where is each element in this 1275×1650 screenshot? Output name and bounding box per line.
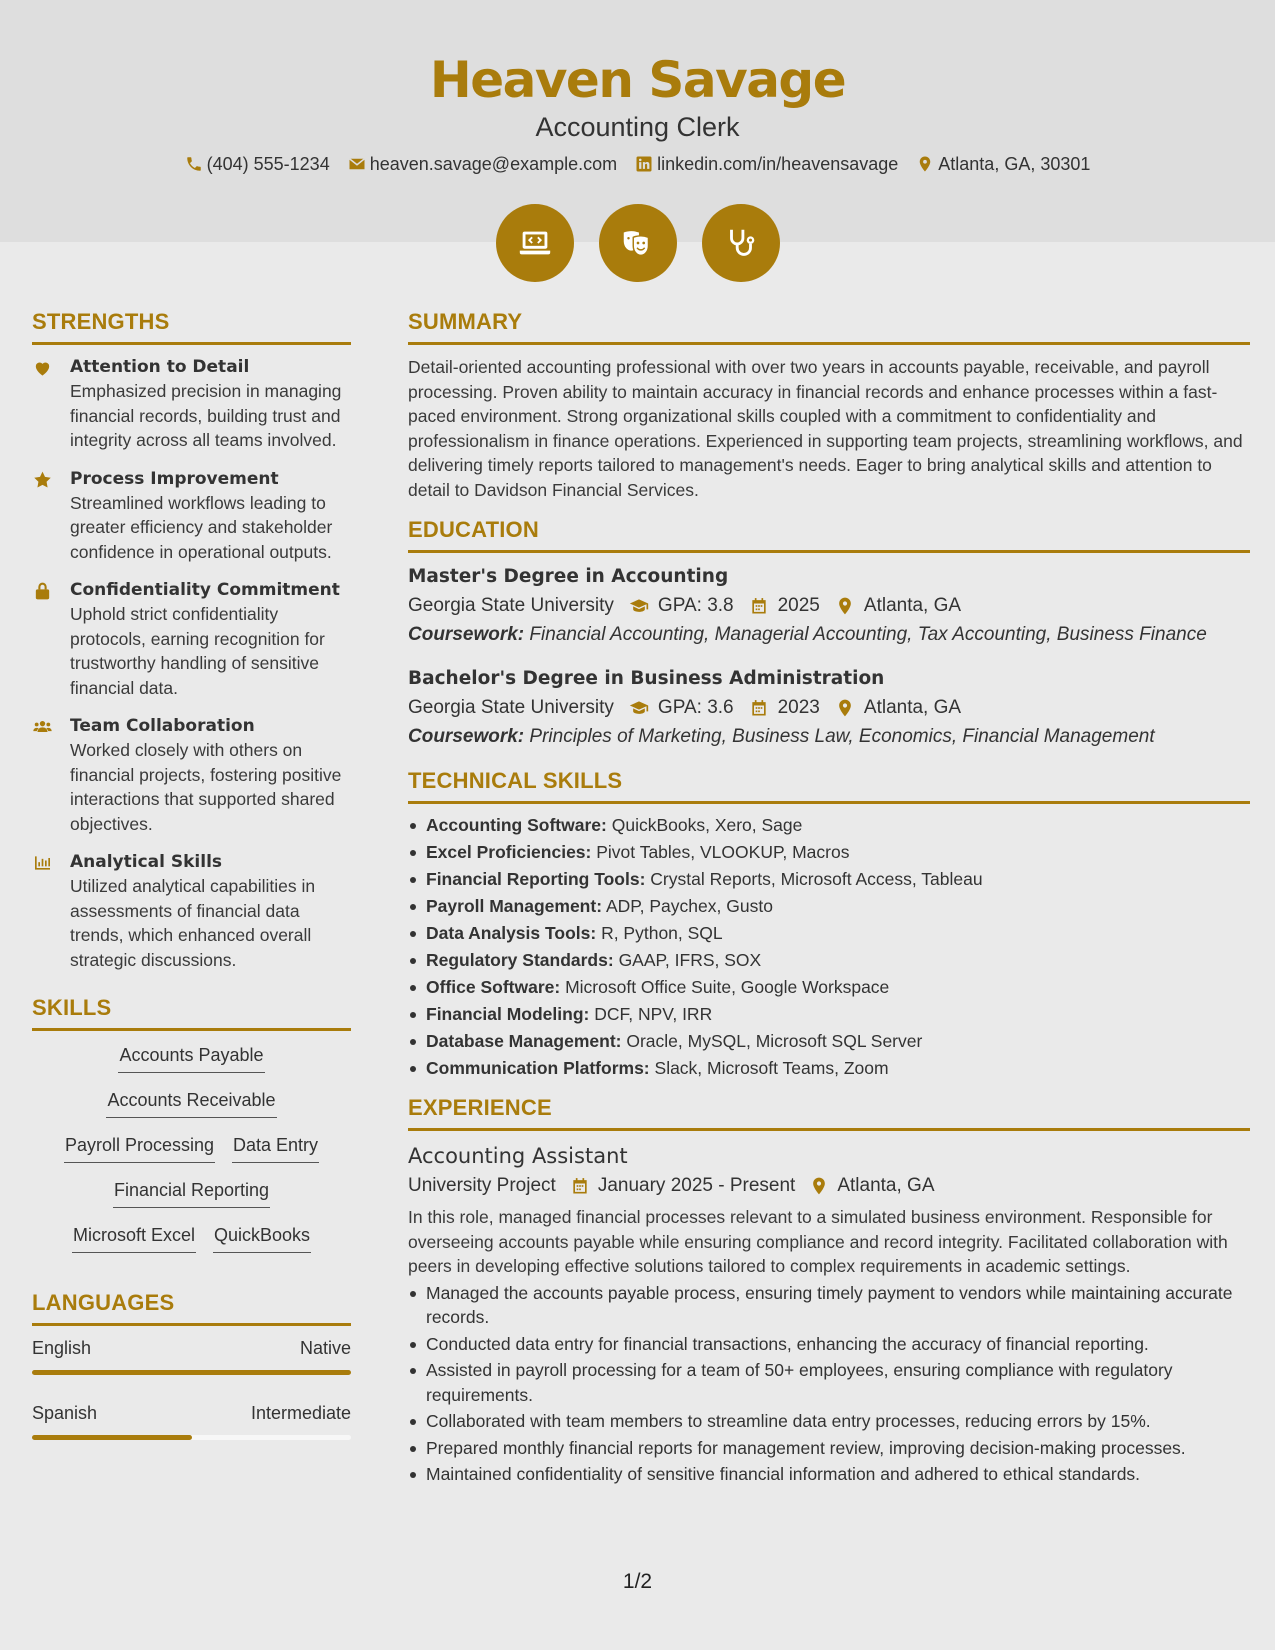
contact-location — [916, 152, 1090, 176]
strength-title: Attention to Detail — [70, 357, 250, 377]
tech-value: GAAP, IFRS, SOX — [618, 950, 762, 970]
role-bullets — [408, 1281, 1250, 1487]
education-item — [408, 563, 1250, 647]
gpa-text: GPA: 3.6 — [657, 697, 734, 718]
degree-title: Bachelor's Degree in Business Administration — [408, 668, 885, 689]
list-item — [408, 839, 1250, 866]
list-item: Conducted data entry for financial transactions, enhancing the accuracy of financial reporting. — [408, 1332, 1250, 1357]
heart-icon — [32, 358, 53, 378]
summary-heading: SUMMARY — [408, 308, 1250, 345]
strength-item — [32, 850, 351, 972]
strength-desc: Worked closely with others on financial projects, fostering positive interactions that supported shared objectives. — [70, 740, 342, 834]
education-item — [408, 665, 1250, 749]
contact-bar — [0, 152, 1275, 176]
strength-item — [32, 467, 351, 565]
coursework-label: Coursework: — [408, 726, 525, 747]
language-name: English — [32, 1338, 92, 1358]
strength-item — [32, 578, 351, 700]
list-item — [408, 920, 1250, 947]
left-column — [32, 308, 351, 1464]
list-item — [408, 1055, 1250, 1082]
map-pin-icon — [916, 155, 934, 173]
tech-value: Microsoft Office Suite, Google Workspace — [565, 977, 890, 997]
list-item — [408, 947, 1250, 974]
strengths-heading: STRENGTHS — [32, 308, 351, 345]
calendar-icon — [570, 1176, 590, 1196]
strength-title: Process Improvement — [70, 468, 279, 489]
contact-email[interactable] — [348, 152, 617, 176]
skill-tag: Data Entry — [232, 1131, 319, 1163]
calendar-icon — [748, 596, 770, 616]
coursework — [408, 725, 1250, 749]
role-description: In this role, managed financial processes relevant to a simulated business environment. Responsible for overseeing accounts payable while ensuring compliance and record integrity. Facilitated collaboration with peers in developing effective solutions tailored to complex requirements in academic settings. — [408, 1207, 1228, 1276]
list-item — [408, 812, 1250, 839]
language-item — [32, 1401, 351, 1440]
list-item: Assisted in payroll processing for a team of 50+ employees, ensuring compliance with regulatory requirements. — [408, 1358, 1250, 1407]
tech-value: Oracle, MySQL, Microsoft SQL Server — [626, 1031, 923, 1051]
list-item — [408, 974, 1250, 1001]
linkedin-icon — [635, 155, 653, 173]
list-item: Maintained confidentiality of sensitive financial information and adhered to ethical standards. — [408, 1462, 1250, 1487]
technical-skills-list — [408, 812, 1250, 1082]
education-heading: EDUCATION — [408, 516, 1250, 553]
list-item — [408, 1001, 1250, 1028]
strength-desc: Uphold strict confidentiality protocols, earning recognition for trustworthy handling of sensitive financial data. — [70, 604, 325, 698]
tech-value: QuickBooks, Xero, Sage — [611, 815, 803, 835]
language-item — [32, 1336, 351, 1375]
skill-tag: Accounts Payable — [118, 1041, 264, 1073]
year-text: 2025 — [777, 595, 820, 616]
stethoscope-icon — [722, 224, 760, 262]
tech-label: Financial Reporting Tools: — [426, 869, 646, 889]
tech-value: Crystal Reports, Microsoft Access, Tableau — [650, 869, 983, 889]
map-pin-icon — [834, 698, 856, 718]
skill-tag: Financial Reporting — [113, 1176, 270, 1208]
coursework-text: Financial Accounting, Managerial Accounting, Tax Accounting, Business Finance — [529, 624, 1207, 645]
technical-skills-heading: TECHNICAL SKILLS — [408, 767, 1250, 804]
tech-value: Slack, Microsoft Teams, Zoom — [654, 1058, 889, 1078]
school-name: Georgia State University — [408, 595, 614, 616]
language-bar-fill — [32, 1370, 351, 1375]
skill-tag: Payroll Processing — [64, 1131, 215, 1163]
coursework — [408, 623, 1250, 647]
interest-icons — [0, 204, 1275, 282]
experience-item — [408, 1141, 1250, 1487]
phone-text: (404) 555-1234 — [206, 154, 330, 174]
tech-label: Office Software: — [426, 977, 561, 997]
map-pin-icon — [809, 1176, 829, 1196]
location-text: Atlanta, GA — [863, 595, 962, 616]
tech-label: Accounting Software: — [426, 815, 607, 835]
candidate-name: Heaven Savage — [429, 51, 846, 109]
tech-label: Database Management: — [426, 1031, 622, 1051]
job-title: Accounting Clerk — [535, 112, 740, 142]
page-number: 1/2 — [622, 1570, 653, 1593]
tech-label: Excel Proficiencies: — [426, 842, 592, 862]
tech-value: R, Python, SQL — [601, 923, 723, 943]
dates-text: January 2025 - Present — [597, 1175, 796, 1196]
list-item — [408, 1028, 1250, 1055]
strength-desc: Streamlined workflows leading to greater efficiency and stakeholder confidence in operational outputs. — [70, 492, 333, 562]
language-level: Intermediate — [250, 1403, 351, 1423]
tech-label: Regulatory Standards: — [426, 950, 614, 970]
school-name: Georgia State University — [408, 697, 614, 718]
interest-circle-theater — [599, 204, 677, 282]
linkedin-text: linkedin.com/in/heavensavage — [657, 154, 899, 174]
star-icon — [32, 470, 53, 490]
location-text: Atlanta, GA — [837, 1175, 935, 1196]
language-bar — [32, 1435, 351, 1440]
list-item — [408, 866, 1250, 893]
coursework-text: Principles of Marketing, Business Law, Economics, Financial Management — [529, 726, 1155, 747]
tech-label: Financial Modeling: — [426, 1004, 590, 1024]
experience-heading: EXPERIENCE — [408, 1094, 1250, 1131]
calendar-icon — [748, 698, 770, 718]
envelope-icon — [348, 155, 366, 173]
summary-text: Detail-oriented accounting professional with over two years in accounts payable, receivable, and payroll processing. Proven ability to maintain accuracy in financial records and enhance processes within a fast-paced environment. Strong organizational skills coupled with a commitment to confidentiality and professionalism in finance operations. Experienced in supporting team projects, streamlining workflows, and delivering timely reports tailored to management's needs. Eager to bring analytical skills and attention to detail to Davidson Financial Services. — [408, 357, 1243, 500]
tech-label: Data Analysis Tools: — [426, 923, 597, 943]
skill-tag: Accounts Receivable — [106, 1086, 276, 1118]
right-column — [408, 308, 1250, 1487]
tech-value: ADP, Paychex, Gusto — [605, 896, 773, 916]
strength-title: Team Collaboration — [70, 716, 255, 736]
list-item: Collaborated with team members to streamline data entry processes, reducing errors by 15%. — [408, 1409, 1250, 1434]
interest-circle-tech — [496, 204, 574, 282]
skills-heading: SKILLS — [32, 994, 351, 1031]
strength-item — [32, 714, 351, 836]
language-bar-fill — [32, 1435, 192, 1440]
list-item — [408, 893, 1250, 920]
role-title: Accounting Assistant — [408, 1144, 628, 1168]
tech-value: Pivot Tables, VLOOKUP, Macros — [596, 842, 850, 862]
email-text: heaven.savage@example.com — [369, 154, 618, 174]
skill-tag: Microsoft Excel — [72, 1221, 196, 1253]
tech-label: Payroll Management: — [426, 896, 603, 916]
degree-title: Master's Degree in Accounting — [408, 566, 729, 587]
strength-title: Confidentiality Commitment — [70, 580, 340, 600]
laptop-code-icon — [516, 224, 554, 262]
language-level: Native — [299, 1338, 351, 1358]
users-icon — [32, 717, 53, 737]
skills-list — [32, 1041, 351, 1253]
skill-tag: QuickBooks — [213, 1221, 311, 1253]
list-item: Managed the accounts payable process, ensuring timely payment to vendors while maintaining accurate records. — [408, 1281, 1250, 1330]
graduation-cap-icon — [628, 698, 650, 718]
interest-circle-medical — [702, 204, 780, 282]
location-text: Atlanta, GA — [863, 697, 962, 718]
strength-desc: Emphasized precision in managing financial records, building trust and integrity across all teams involved. — [70, 381, 342, 450]
tech-value: DCF, NPV, IRR — [594, 1004, 713, 1024]
list-item: Prepared monthly financial reports for management review, improving decision-making processes. — [408, 1436, 1250, 1461]
coursework-label: Coursework: — [408, 624, 525, 645]
strength-desc: Utilized analytical capabilities in assessments of financial data trends, which enhanced overall strategic discussions. — [70, 876, 316, 970]
language-name: Spanish — [32, 1403, 98, 1423]
location-text: Atlanta, GA, 30301 — [938, 154, 1091, 174]
contact-phone[interactable] — [185, 152, 330, 176]
year-text: 2023 — [777, 697, 820, 718]
strength-item — [32, 355, 351, 453]
language-bar — [32, 1370, 351, 1375]
chart-bar-icon — [32, 853, 53, 873]
map-pin-icon — [834, 596, 856, 616]
phone-icon — [185, 155, 203, 173]
contact-linkedin[interactable] — [635, 152, 898, 176]
gpa-text: GPA: 3.8 — [657, 595, 734, 616]
org-name: University Project — [408, 1175, 556, 1196]
lock-icon — [32, 581, 53, 601]
theater-masks-icon — [619, 224, 657, 262]
graduation-cap-icon — [628, 596, 650, 616]
strength-title: Analytical Skills — [70, 852, 223, 872]
tech-label: Communication Platforms: — [426, 1058, 650, 1078]
languages-heading: LANGUAGES — [32, 1289, 351, 1326]
